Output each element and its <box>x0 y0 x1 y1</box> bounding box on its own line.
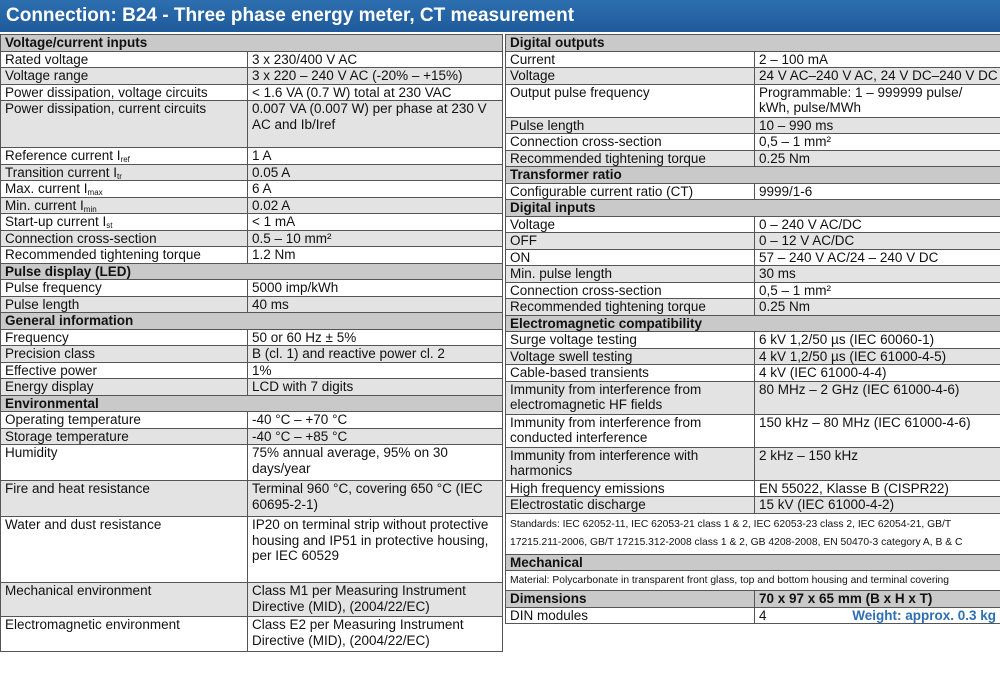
spec-label-text: Storage temperature <box>5 428 129 444</box>
spec-label <box>506 266 755 283</box>
spec-label <box>506 447 755 480</box>
general-information-section-header <box>1 313 503 330</box>
voltage-current-inputs-spec-row <box>1 214 503 231</box>
left-spec-body <box>1 35 503 652</box>
spec-label-subscript: tr <box>117 171 122 181</box>
electromagnetic-compatibility-spec-row <box>506 381 1000 414</box>
pulse-display-spec-row <box>1 296 503 313</box>
spec-label <box>506 497 755 514</box>
spec-label-text: High frequency emissions <box>510 480 665 496</box>
digital-outputs-section-header <box>506 35 1000 52</box>
spec-value: 2 – 100 mA <box>755 51 1000 68</box>
spec-label <box>506 480 755 497</box>
voltage-current-inputs-spec-row <box>1 51 503 68</box>
voltage-current-inputs-spec-row <box>1 101 503 148</box>
digital-inputs-spec-row <box>506 249 1000 266</box>
spec-label <box>1 280 248 297</box>
electromagnetic-compatibility-spec-row <box>506 447 1000 480</box>
spec-value: Class M1 per Measuring Instrument Directive (MID), (2004/22/EC) <box>248 583 503 617</box>
environmental-spec-row <box>1 617 503 652</box>
right-spec-table <box>505 34 1000 624</box>
voltage-current-inputs-section-header <box>1 35 503 52</box>
spec-label <box>1 412 248 429</box>
spec-label-text: OFF <box>510 233 537 248</box>
electromagnetic-compatibility-header-label: Electromagnetic compatibility <box>506 315 1000 332</box>
right-spec-column <box>505 34 1000 624</box>
spec-value: < 1.6 VA (0.7 W) total at 230 VAC <box>248 84 503 101</box>
spec-value: 57 – 240 V AC/24 – 240 V DC <box>755 249 1000 266</box>
electromagnetic-compatibility-section-header <box>506 315 1000 332</box>
spec-value: IP20 on terminal strip without protective housing and IP51 in protective housing, per IEC 60529 <box>248 517 503 583</box>
spec-label <box>506 414 755 447</box>
spec-label-subscript: min <box>83 204 97 214</box>
spec-value: 10 – 990 ms <box>755 117 1000 134</box>
spec-label-text: Immunity from interference from electromagnetic HF fields <box>510 381 702 412</box>
pulse-display-spec-row <box>1 280 503 297</box>
spec-label-text: ON <box>510 249 531 265</box>
spec-label <box>506 348 755 365</box>
spec-value: 6 A <box>248 181 503 198</box>
spec-label-text: Surge voltage testing <box>510 332 637 347</box>
digital-inputs-section-header <box>506 200 1000 217</box>
spec-value: 1.2 Nm <box>248 247 503 264</box>
spec-label <box>1 101 248 148</box>
din-modules-row <box>506 607 1000 624</box>
mechanical-header-label: Mechanical <box>506 554 1000 571</box>
spec-value: -40 °C – +85 °C <box>248 428 503 445</box>
digital-inputs-spec-row <box>506 282 1000 299</box>
spec-label-text: Effective power <box>5 362 98 378</box>
environmental-spec-row <box>1 428 503 445</box>
spec-label-text: Energy display <box>5 379 94 394</box>
left-spec-column <box>0 34 502 652</box>
spec-label <box>506 183 755 200</box>
standards-row <box>506 513 1000 554</box>
din-modules-cell <box>755 607 1000 624</box>
digital-inputs-spec-row <box>506 299 1000 316</box>
spec-label-text: Cable-based transients <box>510 365 649 380</box>
page-title: Connection: B24 - Three phase energy meter, CT measurement <box>0 0 1000 32</box>
spec-label-text: Recommended tightening torque <box>510 299 706 314</box>
digital-outputs-spec-row <box>506 68 1000 85</box>
spec-label-text: Pulse frequency <box>5 280 102 295</box>
spec-value: 0.02 A <box>248 197 503 214</box>
spec-label <box>1 362 248 379</box>
digital-outputs-spec-row <box>506 150 1000 167</box>
spec-value: 15 kV (IEC 61000-4-2) <box>755 497 1000 514</box>
spec-value: 150 kHz – 80 MHz (IEC 61000-4-6) <box>755 414 1000 447</box>
spec-value: 24 V AC–240 V AC, 24 V DC–240 V DC <box>755 68 1000 85</box>
spec-value: Terminal 960 °C, covering 650 °C (IEC 60695-2-1) <box>248 481 503 517</box>
din-modules-value: 4 <box>759 607 767 623</box>
spec-label-text: Immunity from interference with harmonics <box>510 447 699 478</box>
electromagnetic-compatibility-spec-row <box>506 480 1000 497</box>
spec-label-text: Power dissipation, current circuits <box>5 101 207 116</box>
spec-label <box>1 214 248 231</box>
spec-value: 5000 imp/kWh <box>248 280 503 297</box>
spec-label-text: Operating temperature <box>5 412 141 427</box>
spec-label <box>1 84 248 101</box>
spec-label <box>1 164 248 181</box>
spec-label-text: Connection cross-section <box>5 230 157 246</box>
spec-label-text: Electromagnetic environment <box>5 617 180 632</box>
spec-label-text: Min. current I <box>5 197 84 213</box>
spec-value: 30 ms <box>755 266 1000 283</box>
spec-label-text: Voltage <box>510 216 556 232</box>
spec-label <box>1 583 248 617</box>
spec-label <box>1 517 248 583</box>
transformer-ratio-header-label: Transformer ratio <box>506 167 1000 184</box>
spec-value: EN 55022, Klasse B (CISPR22) <box>755 480 1000 497</box>
voltage-current-inputs-spec-row <box>1 181 503 198</box>
spec-label <box>1 247 248 264</box>
spec-label-text: Rated voltage <box>5 51 89 67</box>
material-row <box>506 571 1000 591</box>
spec-label-text: Max. current I <box>5 181 88 196</box>
spec-label-text: Voltage range <box>5 68 89 83</box>
spec-label <box>1 181 248 198</box>
spec-value: 1 A <box>248 148 503 165</box>
spec-value: 1% <box>248 362 503 379</box>
general-information-spec-row <box>1 329 503 346</box>
electromagnetic-compatibility-spec-row <box>506 497 1000 514</box>
spec-value: 40 ms <box>248 296 503 313</box>
spec-label <box>506 150 755 167</box>
environmental-header-label: Environmental <box>1 395 503 412</box>
voltage-current-inputs-spec-row <box>1 68 503 85</box>
spec-value: B (cl. 1) and reactive power cl. 2 <box>248 346 503 363</box>
spec-value: 50 or 60 Hz ± 5% <box>248 329 503 346</box>
spec-label <box>506 216 755 233</box>
digital-inputs-spec-row <box>506 216 1000 233</box>
spec-value: 3 x 220 – 240 V AC (-20% – +15%) <box>248 68 503 85</box>
spec-label-text: Voltage swell testing <box>510 348 633 364</box>
spec-value: 80 MHz – 2 GHz (IEC 61000-4-6) <box>755 381 1000 414</box>
electromagnetic-compatibility-spec-row <box>506 332 1000 349</box>
environmental-spec-row <box>1 412 503 429</box>
spec-label-text: Pulse length <box>510 117 585 133</box>
spec-value: Programmable: 1 – 999999 pulse/ kWh, pulse/MWh <box>755 84 1000 117</box>
spec-value: 2 kHz – 150 kHz <box>755 447 1000 480</box>
spec-value: 0 – 12 V AC/DC <box>755 233 1000 250</box>
spec-label <box>506 365 755 382</box>
standards-text: Standards: IEC 62052-11, IEC 62053-21 class 1 & 2, IEC 62053-23 class 2, IEC 62054-21, GB/T 17215.211-2006, GB/T 17215.312-2008 class 1 & 2, GB 4208-2008, EN 50470-3 category A, B & C <box>506 513 1000 554</box>
voltage-current-inputs-header-label: Voltage/current inputs <box>1 35 503 52</box>
spec-label-text: Connection cross-section <box>510 134 662 149</box>
spec-label <box>1 346 248 363</box>
spec-label <box>1 481 248 517</box>
spec-value: 0.5 – 10 mm² <box>248 230 503 247</box>
transformer-ratio-section-header <box>506 167 1000 184</box>
spec-value: 4 kV (IEC 61000-4-4) <box>755 365 1000 382</box>
spec-label-subscript: st <box>106 221 113 230</box>
weight-note: Weight: approx. 0.3 kg <box>852 607 996 623</box>
spec-label-text: Pulse length <box>5 296 80 312</box>
spec-label <box>506 233 755 250</box>
spec-label <box>506 332 755 349</box>
spec-label-text: Min. pulse length <box>510 266 613 281</box>
spec-label-text: Output pulse frequency <box>510 84 650 100</box>
spec-label-text: Mechanical environment <box>5 583 152 598</box>
spec-label <box>506 381 755 414</box>
general-information-spec-row <box>1 346 503 363</box>
voltage-current-inputs-spec-row <box>1 148 503 165</box>
spec-label-text: Recommended tightening torque <box>5 247 201 262</box>
voltage-current-inputs-spec-row <box>1 247 503 264</box>
spec-label <box>1 296 248 313</box>
environmental-spec-row <box>1 481 503 517</box>
voltage-current-inputs-spec-row <box>1 230 503 247</box>
general-information-spec-row <box>1 362 503 379</box>
spec-label-text: Reference current I <box>5 148 121 163</box>
voltage-current-inputs-spec-row <box>1 164 503 181</box>
spec-value: 4 kV 1,2/50 µs (IEC 61000-4-5) <box>755 348 1000 365</box>
environmental-section-header <box>1 395 503 412</box>
spec-label <box>1 197 248 214</box>
spec-value: 6 kV 1,2/50 µs (IEC 60060-1) <box>755 332 1000 349</box>
voltage-current-inputs-spec-row <box>1 197 503 214</box>
digital-outputs-header-label: Digital outputs <box>506 35 1000 52</box>
general-information-header-label: General information <box>1 313 503 330</box>
spec-label <box>506 134 755 151</box>
spec-value: LCD with 7 digits <box>248 379 503 396</box>
dimensions-value: 70 x 97 x 65 mm (B x H x T) <box>755 591 1000 608</box>
spec-label-text: Water and dust resistance <box>5 517 162 532</box>
spec-value: 0.25 Nm <box>755 150 1000 167</box>
environmental-spec-row <box>1 445 503 481</box>
spec-value: < 1 mA <box>248 214 503 231</box>
electromagnetic-compatibility-spec-row <box>506 414 1000 447</box>
dimensions-label: Dimensions <box>506 591 755 608</box>
spec-label-text: Current <box>510 51 556 67</box>
environmental-spec-row <box>1 517 503 583</box>
spec-label-subscript: ref <box>120 155 130 164</box>
spec-value: 0,5 – 1 mm² <box>755 134 1000 151</box>
spec-label-text: Frequency <box>5 329 69 345</box>
spec-value: 75% annual average, 95% on 30 days/year <box>248 445 503 481</box>
digital-outputs-spec-row <box>506 117 1000 134</box>
spec-label <box>506 117 755 134</box>
spec-value: 0,5 – 1 mm² <box>755 282 1000 299</box>
pulse-display-header-label: Pulse display (LED) <box>1 263 503 280</box>
din-modules-label: DIN modules <box>506 607 755 624</box>
spec-value: Class E2 per Measuring Instrument Directive (MID), (2004/22/EC) <box>248 617 503 652</box>
digital-outputs-spec-row <box>506 134 1000 151</box>
spec-label-text: Transition current I <box>5 164 118 180</box>
spec-label-text: Humidity <box>5 445 58 460</box>
spec-value: 0.007 VA (0.007 W) per phase at 230 V AC and Ib/Iref <box>248 101 503 148</box>
spec-value: 9999/1-6 <box>755 183 1000 200</box>
spec-label-subscript: max <box>87 188 103 197</box>
spec-label-text: Electrostatic discharge <box>510 497 646 512</box>
spec-label-text: Fire and heat resistance <box>5 481 150 496</box>
spec-label <box>1 51 248 68</box>
left-spec-table <box>0 34 503 652</box>
spec-label-text: Configurable current ratio (CT) <box>510 183 694 199</box>
spec-label <box>1 428 248 445</box>
spec-label <box>506 68 755 85</box>
spec-label <box>1 148 248 165</box>
mechanical-section-header <box>506 554 1000 571</box>
spec-label-text: Recommended tightening torque <box>510 150 706 166</box>
general-information-spec-row <box>1 379 503 396</box>
spec-value: 0.25 Nm <box>755 299 1000 316</box>
spec-label <box>1 68 248 85</box>
spec-label-text: Precision class <box>5 346 96 361</box>
spec-label <box>506 84 755 117</box>
electromagnetic-compatibility-spec-row <box>506 365 1000 382</box>
digital-outputs-spec-row <box>506 84 1000 117</box>
spec-label <box>1 445 248 481</box>
material-text: Material: Polycarbonate in transparent front glass, top and bottom housing and terminal covering <box>506 571 1000 591</box>
environmental-spec-row <box>1 583 503 617</box>
spec-label-text: Immunity from interference from conducted interference <box>510 414 702 445</box>
digital-inputs-header-label: Digital inputs <box>506 200 1000 217</box>
right-spec-body <box>506 35 1000 624</box>
spec-label <box>506 51 755 68</box>
dimensions-row <box>506 591 1000 608</box>
spec-label <box>506 282 755 299</box>
spec-label <box>1 617 248 652</box>
digital-inputs-spec-row <box>506 233 1000 250</box>
spec-label <box>1 329 248 346</box>
spec-value: 3 x 230/400 V AC <box>248 51 503 68</box>
digital-outputs-spec-row <box>506 51 1000 68</box>
transformer-ratio-spec-row <box>506 183 1000 200</box>
spec-label <box>506 299 755 316</box>
spec-label <box>506 249 755 266</box>
voltage-current-inputs-spec-row <box>1 84 503 101</box>
spec-label-text: Connection cross-section <box>510 282 662 298</box>
spec-label <box>1 379 248 396</box>
spec-value: -40 °C – +70 °C <box>248 412 503 429</box>
spec-label-text: Voltage <box>510 68 556 83</box>
digital-inputs-spec-row <box>506 266 1000 283</box>
pulse-display-section-header <box>1 263 503 280</box>
spec-label-text: Power dissipation, voltage circuits <box>5 84 208 100</box>
spec-value: 0.05 A <box>248 164 503 181</box>
electromagnetic-compatibility-spec-row <box>506 348 1000 365</box>
spec-label-text: Start-up current I <box>5 214 107 229</box>
spec-value: 0 – 240 V AC/DC <box>755 216 1000 233</box>
spec-label <box>1 230 248 247</box>
